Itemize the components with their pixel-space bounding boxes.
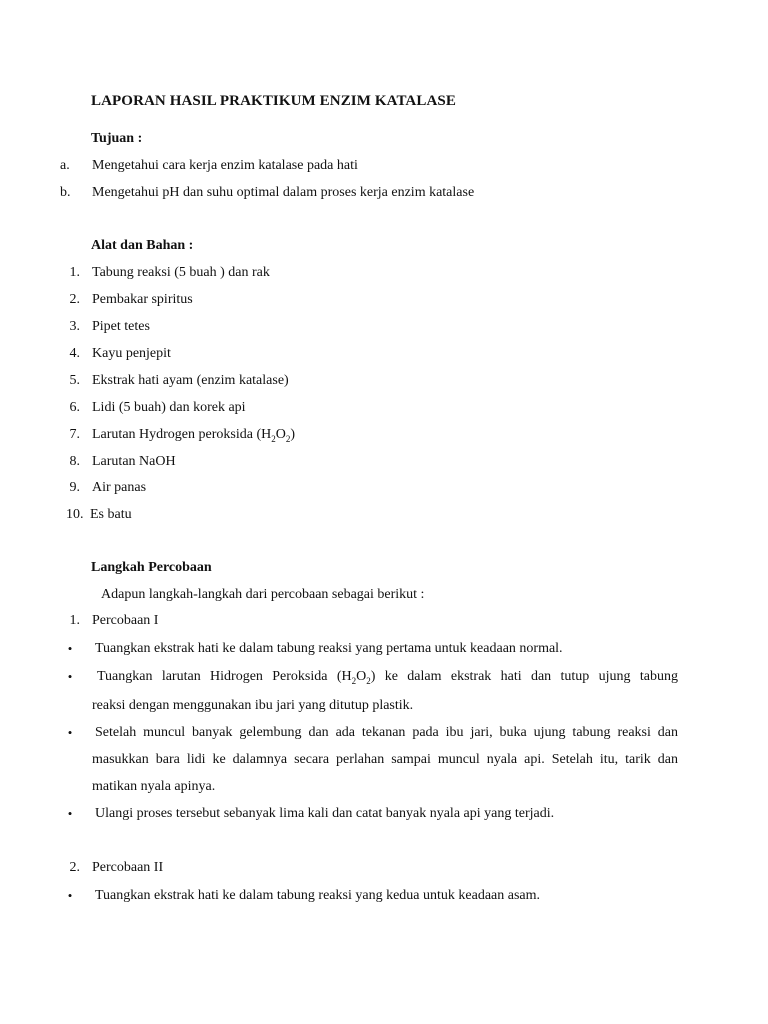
bullet-item [0,641,768,661]
document-title: LAPORAN HASIL PRAKTIKUM ENZIM KATALASE [91,93,456,109]
bullet-icon: • [67,725,73,740]
list-marker: 4. [69,346,80,361]
bullet-text: Tuangkan larutan Hidrogen Peroksida $(H_2O_2)$ ke dalam ekstrak hati dan tutup ujung tabung [97,669,678,686]
list-marker: 3. [69,319,80,334]
tujuan-heading: Tujuan : [91,131,143,146]
bullet-item [0,888,768,908]
list-text: Tabung reaksi (5 buah ) dan rak [92,265,270,280]
list-item [0,480,768,500]
list-text: Larutan NaOH [92,454,176,469]
list-marker: 10. [66,507,84,522]
bullet-icon: • [67,806,73,821]
alat-heading: Alat dan Bahan : [91,238,194,253]
langkah-heading: Langkah Percobaan [91,560,212,575]
list-marker: 8. [69,454,80,469]
bullet-icon: • [67,641,73,656]
list-item [0,319,768,339]
bullet-item [0,669,768,689]
list-text: Larutan Hydrogen peroksida $(H_2O_2)$ [92,427,296,444]
list-text: Mengetahui cara kerja enzim katalase pada hati [92,158,358,173]
list-text: Mengetahui pH dan suhu optimal dalam proses kerja enzim katalase [92,185,475,200]
list-marker: 1. [69,265,80,280]
list-marker: 2. [69,292,80,307]
list-marker: 7. [69,427,80,442]
bullet-text-continuation: reaksi dengan menggunakan ibu jari yang ditutup plastik. [92,698,414,713]
bullet-text-continuation: masukkan bara lidi ke dalamnya secara perlahan sampai muncul nyala api. Setelah itu, tarik dan [92,752,678,767]
bullet-text: Setelah muncul banyak gelembung dan ada tekanan pada ibu jari, buka ujung tabung reaksi dan [95,725,678,740]
list-marker: 5. [69,373,80,388]
bullet-text: Ulangi proses tersebut sebanyak lima kali dan catat banyak nyala api yang terjadi. [95,806,555,821]
bullet-text: Tuangkan ekstrak hati ke dalam tabung reaksi yang kedua untuk keadaan asam. [95,888,541,903]
list-item [0,185,768,205]
percobaan-2 [0,860,768,880]
list-text: Air panas [92,480,147,495]
bullet-icon: • [67,669,73,684]
list-item [0,400,768,420]
list-marker: 6. [69,400,80,415]
list-text: Es batu [90,507,132,522]
list-text: Lidi (5 buah) dan korek api [92,400,246,415]
list-text: Ekstrak hati ayam (enzim katalase) [92,373,289,388]
percobaan-label: Percobaan I [92,613,159,628]
percobaan-1 [0,613,768,633]
list-text: Pembakar spiritus [92,292,193,307]
list-item [0,427,768,447]
langkah-intro: Adapun langkah-langkah dari percobaan sebagai berikut : [101,587,425,602]
list-marker: 1. [69,613,80,628]
list-item [0,265,768,285]
list-marker: 9. [69,480,80,495]
list-text: Kayu penjepit [92,346,171,361]
list-marker: 2. [69,860,80,875]
list-item [0,158,768,178]
bullet-item [0,725,768,745]
list-item [0,454,768,474]
bullet-text: Tuangkan ekstrak hati ke dalam tabung reaksi yang pertama untuk keadaan normal. [95,641,563,656]
list-item [0,373,768,393]
list-item [0,292,768,312]
bullet-item [0,806,768,826]
percobaan-label: Percobaan II [92,860,164,875]
list-item [0,507,768,527]
list-marker: a. [60,158,70,173]
list-item [0,346,768,366]
bullet-text-continuation: matikan nyala apinya. [92,779,216,794]
list-marker: b. [60,185,71,200]
bullet-icon: • [67,888,73,903]
list-text: Pipet tetes [92,319,150,334]
